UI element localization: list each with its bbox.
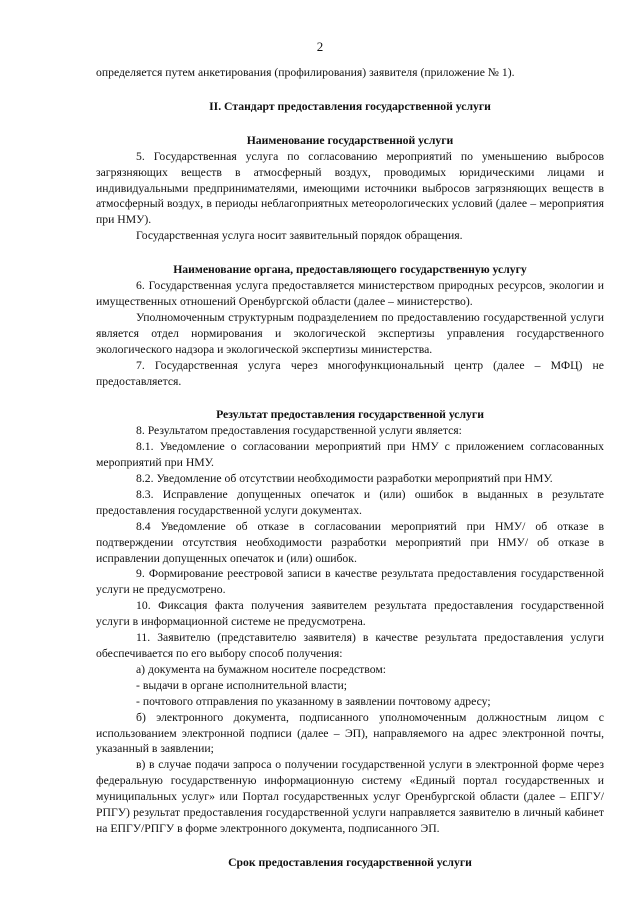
paragraph-8: 8. Результатом предоставления государственной услуги является:: [136, 424, 462, 438]
section-heading: II. Стандарт предоставления государственной услуги: [209, 99, 491, 113]
page-number: 2: [316, 39, 324, 54]
paragraph-8-1: 8.1. Уведомление о согласовании мероприятий при НМУ с приложением согласованных мероприятий при НМУ.: [96, 440, 604, 470]
paragraph-11-a: а) документа на бумажном носителе посредством:: [136, 662, 386, 676]
intro-paragraph: определяется путем анкетирования (профилирования) заявителя (приложение № 1).: [96, 66, 515, 79]
paragraph-5: 5. Государственная услуга по согласованию мероприятий по уменьшению выбросов загрязняющих веществ в атмосферный воздух, проводимых юридическими лицами и индивидуальными предпринимателями, имеющими источники выбросов загрязняющих веществ в атмосферный воздух, в периоды неблагоприятных метеорологических условий (далее – мероприятия при НМУ).: [96, 149, 604, 227]
subheading-term: Срок предоставления государственной услуги: [228, 855, 472, 869]
subheading-result: Результат предоставления государственной услуги: [216, 408, 484, 422]
paragraph-11-a-1: - выдачи в органе исполнительной власти;: [136, 678, 348, 692]
paragraph-8-3: 8.3. Исправление допущенных опечаток и (или) ошибок в выданных в результате предоставления государственной услуги документах.: [96, 487, 604, 517]
paragraph-8-4: 8.4 Уведомление об отказе в согласовании мероприятий при НМУ/ об отказе в подтверждении отсутствия необходимости разработки мероприятий при НМУ/ об отказе в исправлении допущенных опечаток и (или) ошибок.: [96, 519, 604, 565]
paragraph-10: 10. Фиксация факта получения заявителем результата предоставления государственной услуги в информационной системе не предусмотрена.: [96, 599, 604, 629]
document-body: [96, 65, 604, 871]
paragraph-6b: Уполномоченным структурным подразделением по предоставлению государственной услуги является отдел нормирования и экологической экспертизы управления государственного экологического надзора и экологической экспертизы министерства.: [96, 310, 604, 356]
subheading-authority: Наименование органа, предоставляющего государственную услугу: [173, 263, 527, 277]
paragraph-9: 9. Формирование реестровой записи в качестве результата предоставления государственной услуги не предусмотрено.: [96, 567, 604, 597]
paragraph-8-2: 8.2. Уведомление об отсутствии необходимости разработки мероприятий при НМУ.: [136, 472, 553, 486]
paragraph-11: 11. Заявителю (представителю заявителя) в качестве результата предоставления услуги обеспечивается по его выбору способ получения:: [96, 631, 604, 660]
subheading-service-name: Наименование государственной услуги: [246, 133, 454, 147]
paragraph-11-c: в) в случае подачи запроса о получении государственной услуги в электронной форме через федеральную государственную информационную систему «Единый портал государственных и муниципальных услуг» или Портал государственных услуг Оренбургской области (далее – ЕПГУ/РПГУ) результат предоставления государственной услуги направляется заявителю в личный кабинет на ЕПГУ/РПГУ в форме электронного документа, подписанного ЭП.: [96, 758, 604, 835]
paragraph-11-a-2: - почтового отправления по указанному в заявлении почтовому адресу;: [136, 694, 491, 708]
paragraph-7: 7. Государственная услуга через многофункциональный центр (далее – МФЦ) не предоставляется.: [96, 358, 604, 388]
paragraph-11-b: б) электронного документа, подписанного уполномоченным должностным лицом с использованием электронной подписи (далее – ЭП), направляемого на адрес электронной почты, указанный в заявлении;: [96, 710, 604, 756]
paragraph-6: 6. Государственная услуга предоставляется министерством природных ресурсов, экологии и имущественных отношений Оренбургской области (далее – министерство).: [96, 279, 604, 308]
paragraph-5b: Государственная услуга носит заявительный порядок обращения.: [136, 229, 463, 243]
